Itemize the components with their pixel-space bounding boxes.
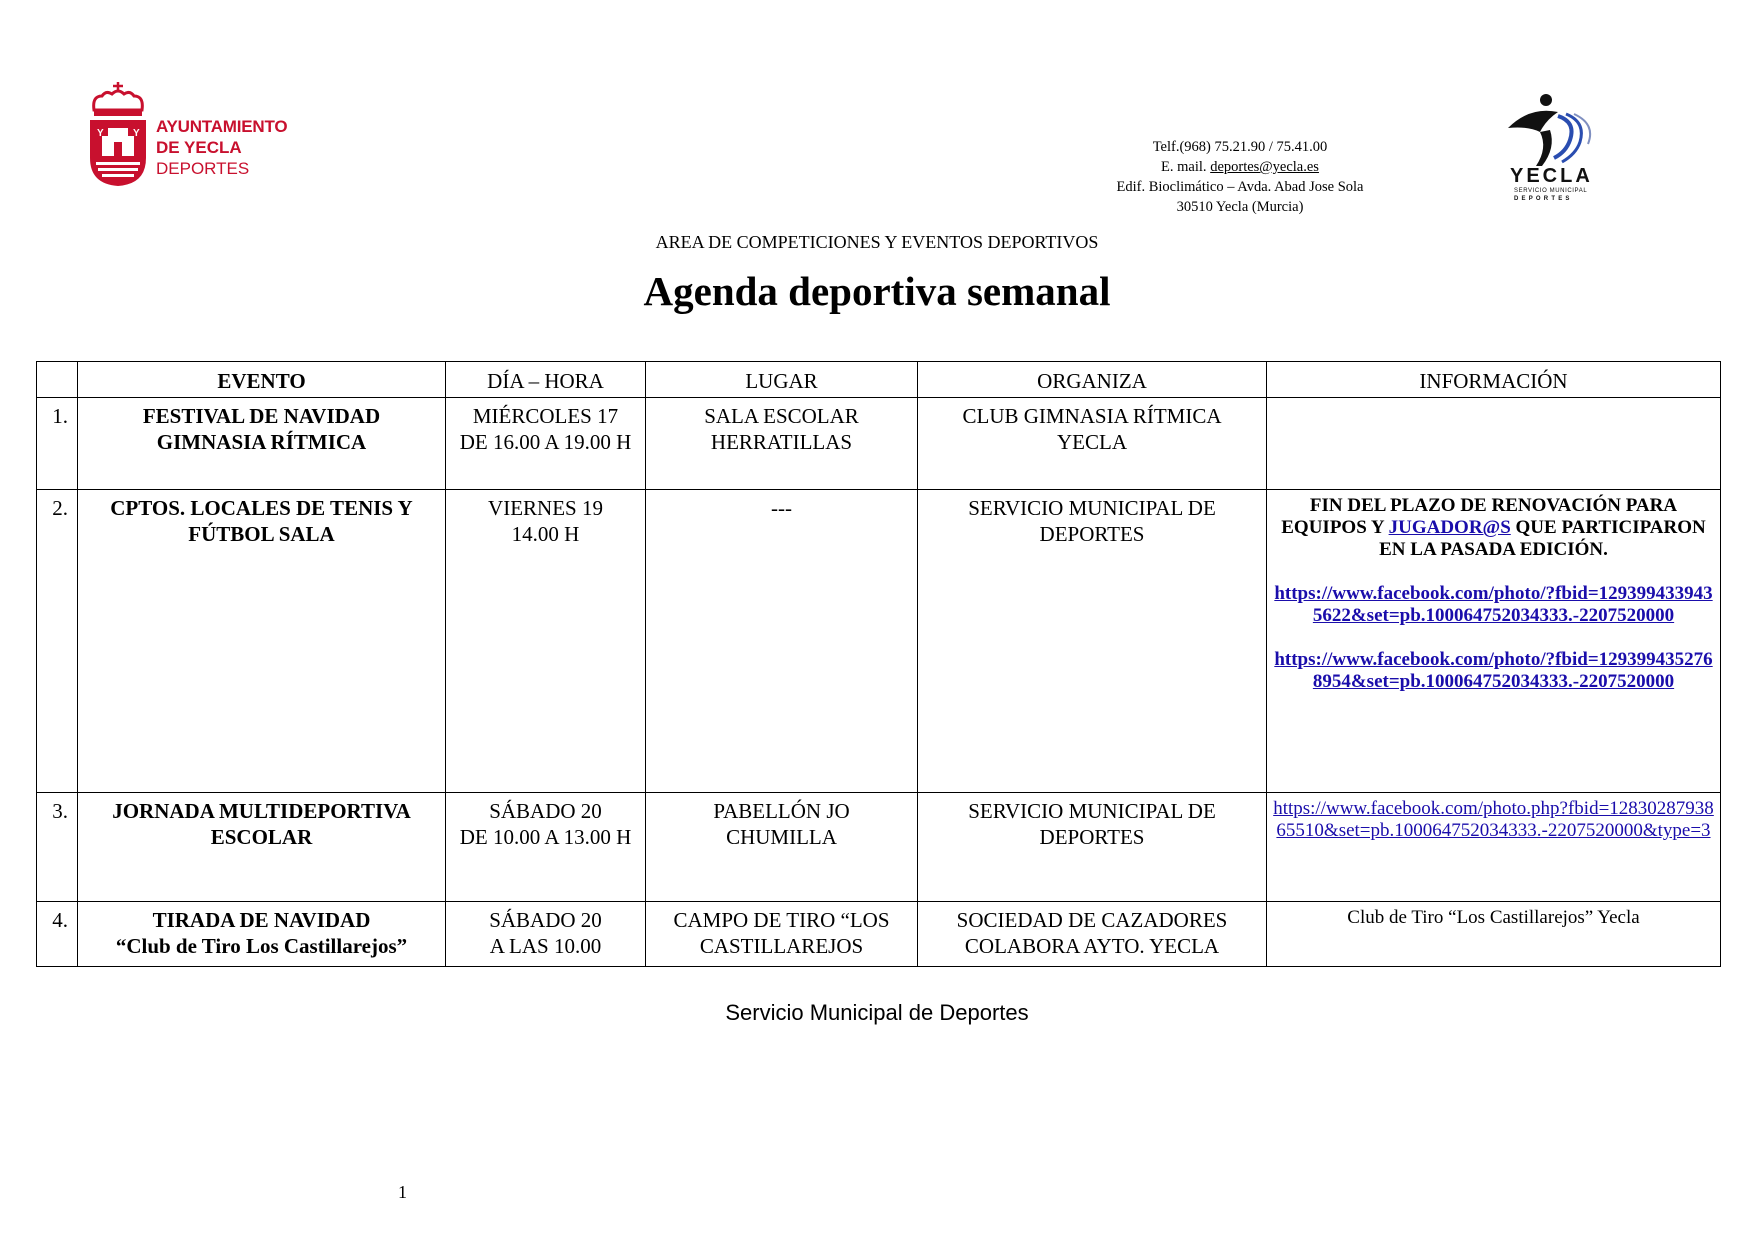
place-line: CASTILLAREJOS: [699, 934, 864, 958]
logo-service-text: SERVICIO MUNICIPAL: [1514, 188, 1588, 194]
logo-text-ayuntamiento: AYUNTAMIENTO: [156, 117, 288, 136]
time-line: DE 16.00 A 19.00 H: [459, 430, 632, 454]
svg-text:Y: Y: [133, 128, 140, 139]
header-lugar: LUGAR: [646, 362, 918, 398]
date-line: VIERNES 19: [488, 496, 603, 520]
event-name: [78, 490, 446, 793]
contact-email-label: E. mail.: [1161, 159, 1207, 175]
header-informacion: INFORMACIÓN: [1267, 362, 1721, 398]
place-line: PABELLÓN JO: [713, 799, 850, 823]
event-line: “Club de Tiro Los Castillarejos”: [115, 934, 408, 958]
contact-city: 30510 Yecla (Murcia): [1176, 199, 1304, 215]
event-line: FÚTBOL SALA: [188, 522, 335, 546]
row-number: 3.: [37, 793, 78, 902]
event-organizer: [918, 793, 1267, 902]
header-dia-hora: DÍA – HORA: [446, 362, 646, 398]
notice-text: FIN DEL PLAZO DE RENOVACIÓN PARA EQUIPOS Y: [1281, 495, 1678, 538]
facebook-link-1[interactable]: https://www.facebook.com/photo/?fbid=1293994339435622&set=pb.100064752034333.-2207520000: [1274, 583, 1713, 626]
organizer-line: DEPORTES: [1039, 825, 1145, 849]
event-name: [78, 902, 446, 967]
event-date: [446, 490, 646, 793]
jugadores-link[interactable]: JUGADOR@S: [1388, 517, 1511, 538]
event-name: [78, 398, 446, 490]
logo-yecla-text: YECLA: [1510, 165, 1593, 187]
organizer-line: COLABORA AYTO. YECLA: [964, 934, 1220, 958]
organizer-line: DEPORTES: [1039, 522, 1145, 546]
event-info: [1267, 398, 1721, 490]
table-row: [37, 490, 1721, 793]
contact-phone: Telf.(968) 75.21.90 / 75.41.00: [1152, 139, 1328, 155]
svg-text:Y: Y: [97, 128, 104, 139]
contact-email-line: [1080, 157, 1400, 177]
header-organiza: ORGANIZA: [918, 362, 1267, 398]
event-line: FESTIVAL DE NAVIDAD: [142, 404, 381, 428]
contact-email-link[interactable]: deportes@yecla.es: [1210, 159, 1319, 175]
contact-address: Edif. Bioclimático – Avda. Abad Jose Sola: [1116, 179, 1364, 195]
city-crest-icon: [88, 80, 148, 188]
table-row: [37, 793, 1721, 902]
organizer-line: SERVICIO MUNICIPAL DE: [968, 799, 1216, 823]
place-line: CAMPO DE TIRO “LOS: [673, 908, 890, 932]
date-line: MIÉRCOLES 17: [472, 404, 619, 428]
facebook-link-3[interactable]: https://www.facebook.com/photo.php?fbid=1283028793865510&set=pb.100064752034333.-2207520000&type=3: [1273, 798, 1714, 841]
place-line: SALA ESCOLAR: [704, 404, 859, 428]
time-line: DE 10.00 A 13.00 H: [459, 825, 632, 849]
info-notice: [1273, 495, 1714, 561]
ayuntamiento-logo: [88, 80, 318, 190]
event-organizer: [918, 902, 1267, 967]
logo-text-deportes: DEPORTES: [156, 159, 250, 178]
row-number: 1.: [37, 398, 78, 490]
yecla-sports-logo: [1500, 92, 1610, 212]
organizer-line: SERVICIO MUNICIPAL DE: [968, 496, 1216, 520]
notice-text: QUE PARTICIPARON EN LA PASADA EDICIÓN.: [1379, 517, 1706, 560]
event-date: [446, 793, 646, 902]
logo-text-de-yecla: DE YECLA: [156, 138, 242, 157]
event-line: JORNADA MULTIDEPORTIVA: [112, 799, 411, 823]
logo-deportes-text: DEPORTES: [1514, 196, 1573, 202]
place-line: ---: [771, 496, 792, 520]
table-header-row: [37, 362, 1721, 398]
organizer-line: SOCIEDAD DE CAZADORES: [956, 908, 1228, 932]
date-line: SÁBADO 20: [489, 799, 602, 823]
row-number: 4.: [37, 902, 78, 967]
page-number: 1: [398, 1182, 407, 1202]
area-subtitle: AREA DE COMPETICIONES Y EVENTOS DEPORTIVOS: [655, 232, 1099, 252]
info-text: Club de Tiro “Los Castillarejos” Yecla: [1347, 907, 1640, 928]
organizer-line: YECLA: [1057, 430, 1127, 454]
event-line: ESCOLAR: [210, 825, 313, 849]
time-line: 14.00 H: [511, 522, 580, 546]
header-num: [37, 362, 78, 398]
event-place: [646, 490, 918, 793]
event-name: [78, 793, 446, 902]
event-date: [446, 398, 646, 490]
agenda-table: [36, 361, 1721, 967]
event-date: [446, 902, 646, 967]
facebook-link-2[interactable]: https://www.facebook.com/photo/?fbid=1293994352768954&set=pb.100064752034333.-2207520000: [1274, 649, 1713, 692]
table-row: [37, 902, 1721, 967]
athlete-figure-icon: [1500, 92, 1610, 168]
event-place: [646, 398, 918, 490]
event-place: [646, 902, 918, 967]
event-info: [1267, 490, 1721, 793]
event-line: TIRADA DE NAVIDAD: [152, 908, 371, 932]
date-line: SÁBADO 20: [489, 908, 602, 932]
event-info: [1267, 793, 1721, 902]
event-line: CPTOS. LOCALES DE TENIS Y: [110, 496, 413, 520]
organizer-line: CLUB GIMNASIA RÍTMICA: [962, 404, 1222, 428]
table-row: [37, 398, 1721, 490]
page-title: Agenda deportiva semanal: [643, 268, 1111, 314]
footer-text: Servicio Municipal de Deportes: [725, 1000, 1029, 1025]
event-info: [1267, 902, 1721, 967]
event-organizer: [918, 398, 1267, 490]
time-line: A LAS 10.00: [489, 934, 602, 958]
event-line: GIMNASIA RÍTMICA: [156, 430, 367, 454]
contact-info: [1080, 137, 1400, 217]
place-line: HERRATILLAS: [710, 430, 853, 454]
row-number: 2.: [37, 490, 78, 793]
event-place: [646, 793, 918, 902]
place-line: CHUMILLA: [726, 825, 837, 849]
event-organizer: [918, 490, 1267, 793]
header-evento: EVENTO: [78, 362, 446, 398]
